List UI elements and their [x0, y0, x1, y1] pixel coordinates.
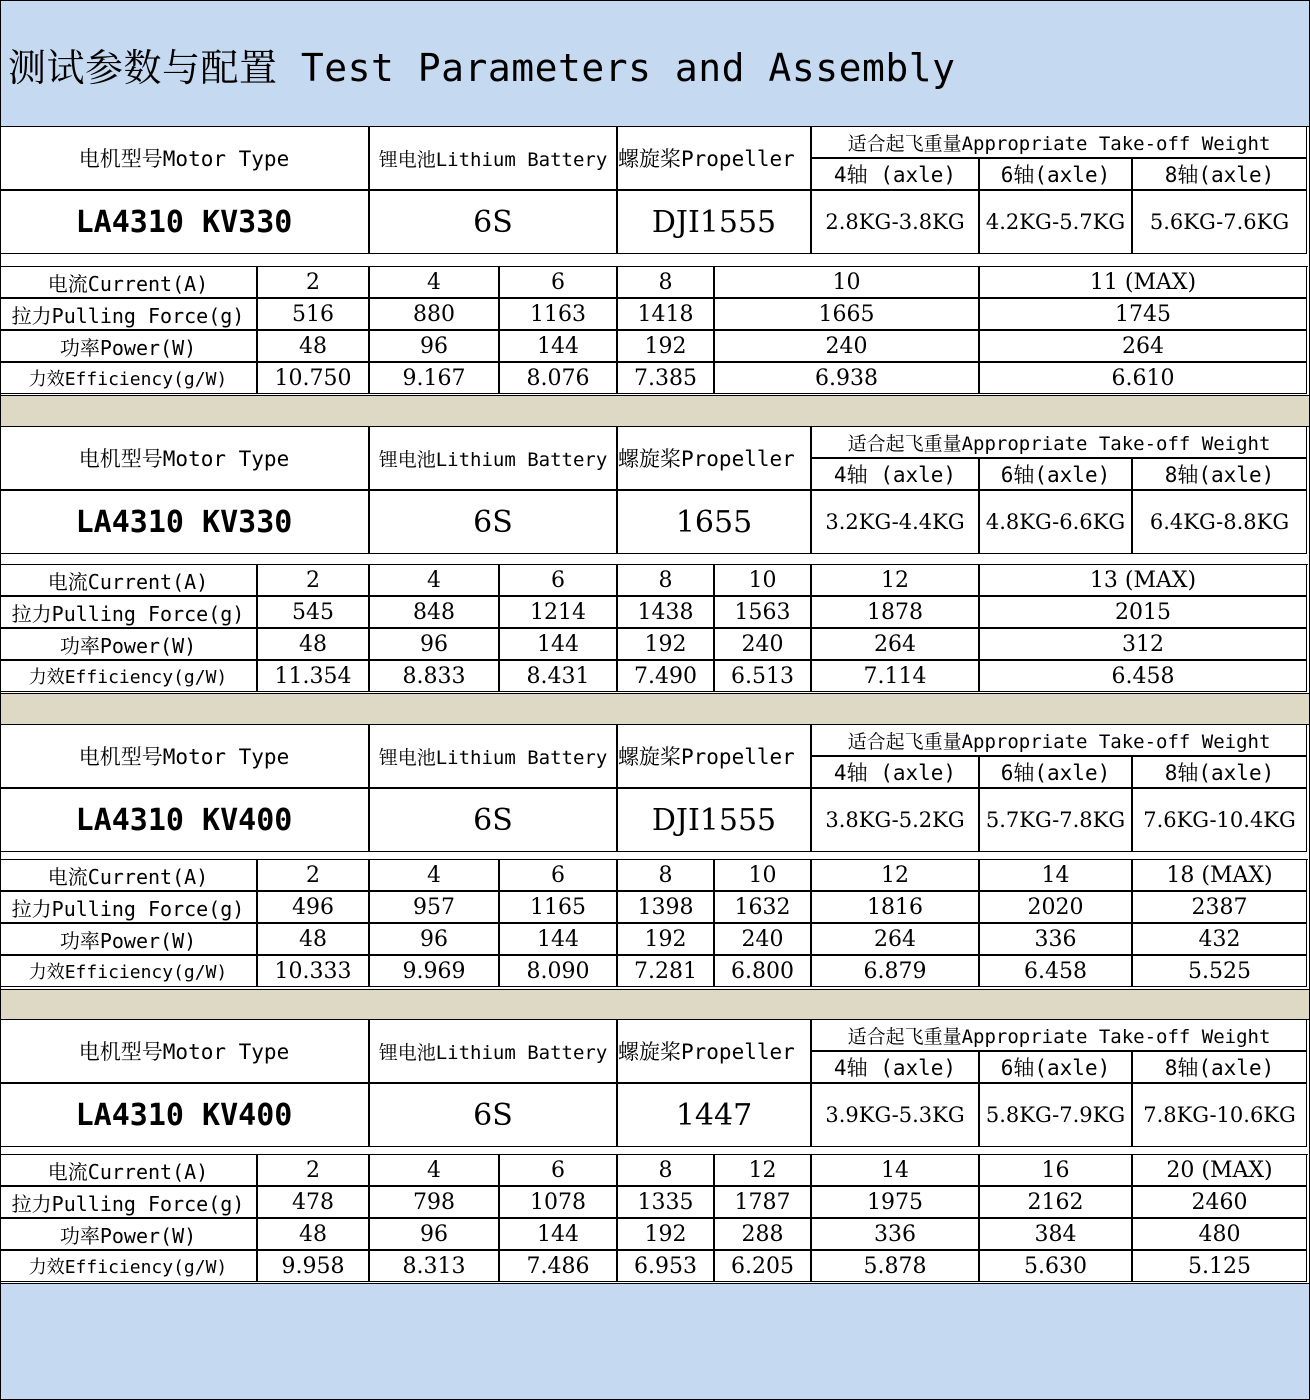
- axle4-label: 4轴 (axle): [811, 1051, 979, 1083]
- axle6-label: 6轴(axle): [979, 756, 1132, 788]
- pulling-force-value: 2460: [1132, 1186, 1307, 1218]
- motor-model: LA4310 KV400: [0, 1083, 369, 1147]
- pulling-force-label: 拉力Pulling Force(g): [0, 298, 257, 330]
- pulling-force-value: 1787: [714, 1186, 811, 1218]
- motor-model: LA4310 KV330: [0, 490, 369, 554]
- weight-axle8: 7.8KG-10.6KG: [1132, 1083, 1307, 1147]
- axle4-label: 4轴 (axle): [811, 158, 979, 190]
- battery-label: 锂电池Lithium Battery: [369, 126, 617, 190]
- current-value: 12: [811, 564, 979, 596]
- efficiency-value: 10.333: [257, 955, 369, 987]
- battery-label: 锂电池Lithium Battery: [369, 1019, 617, 1083]
- current-value: 11 (MAX): [979, 266, 1307, 298]
- efficiency-value: 8.090: [499, 955, 617, 987]
- weight-axle4: 3.2KG-4.4KG: [811, 490, 979, 554]
- current-label: 电流Current(A): [0, 859, 257, 891]
- battery-value: 6S: [369, 490, 617, 554]
- efficiency-value: 6.458: [979, 660, 1307, 692]
- current-value: 4: [369, 859, 499, 891]
- pulling-force-value: 1816: [811, 891, 979, 923]
- current-label: 电流Current(A): [0, 564, 257, 596]
- pulling-force-value: 848: [369, 596, 499, 628]
- weight-axle6: 5.8KG-7.9KG: [979, 1083, 1132, 1147]
- efficiency-value: 6.800: [714, 955, 811, 987]
- pulling-force-value: 478: [257, 1186, 369, 1218]
- motor-type-label: 电机型号Motor Type: [0, 426, 369, 490]
- power-value: 264: [811, 923, 979, 955]
- power-value: 192: [617, 923, 714, 955]
- axle8-label: 8轴(axle): [1132, 158, 1307, 190]
- efficiency-value: 9.958: [257, 1250, 369, 1282]
- pulling-force-value: 2020: [979, 891, 1132, 923]
- weight-axle6: 5.7KG-7.8KG: [979, 788, 1132, 852]
- current-value: 6: [499, 859, 617, 891]
- axle6-label: 6轴(axle): [979, 1051, 1132, 1083]
- title-bar: [0, 0, 1310, 127]
- axle6-label: 6轴(axle): [979, 458, 1132, 490]
- pulling-force-value: 957: [369, 891, 499, 923]
- power-value: 264: [811, 628, 979, 660]
- power-value: 336: [811, 1218, 979, 1250]
- power-value: 192: [617, 330, 714, 362]
- pulling-force-value: 1745: [979, 298, 1307, 330]
- page-title: 测试参数与配置 Test Parameters and Assembly: [8, 46, 956, 90]
- pulling-force-value: 1335: [617, 1186, 714, 1218]
- current-value: 10: [714, 564, 811, 596]
- pulling-force-label: 拉力Pulling Force(g): [0, 596, 257, 628]
- efficiency-value: 5.630: [979, 1250, 1132, 1282]
- takeoff-weight-label: 适合起飞重量Appropriate Take-off Weight: [811, 724, 1307, 756]
- efficiency-value: 9.969: [369, 955, 499, 987]
- pulling-force-value: 516: [257, 298, 369, 330]
- efficiency-value: 8.833: [369, 660, 499, 692]
- current-value: 20 (MAX): [1132, 1154, 1307, 1186]
- efficiency-value: 7.490: [617, 660, 714, 692]
- efficiency-value: 8.431: [499, 660, 617, 692]
- power-value: 192: [617, 1218, 714, 1250]
- pulling-force-value: 2387: [1132, 891, 1307, 923]
- weight-axle8: 6.4KG-8.8KG: [1132, 490, 1307, 554]
- current-value: 2: [257, 564, 369, 596]
- propeller-label: 螺旋桨Propeller: [617, 126, 811, 190]
- efficiency-value: 7.114: [811, 660, 979, 692]
- axle8-label: 8轴(axle): [1132, 458, 1307, 490]
- current-value: 10: [714, 266, 979, 298]
- pulling-force-value: 545: [257, 596, 369, 628]
- efficiency-value: 6.205: [714, 1250, 811, 1282]
- current-value: 4: [369, 266, 499, 298]
- current-label: 电流Current(A): [0, 1154, 257, 1186]
- takeoff-weight-label: 适合起飞重量Appropriate Take-off Weight: [811, 426, 1307, 458]
- power-label: 功率Power(W): [0, 923, 257, 955]
- current-value: 12: [811, 859, 979, 891]
- takeoff-weight-label: 适合起飞重量Appropriate Take-off Weight: [811, 126, 1307, 158]
- power-value: 288: [714, 1218, 811, 1250]
- section-separator: [0, 395, 1310, 427]
- current-value: 13 (MAX): [979, 564, 1307, 596]
- power-label: 功率Power(W): [0, 330, 257, 362]
- power-value: 312: [979, 628, 1307, 660]
- current-value: 6: [499, 1154, 617, 1186]
- weight-axle4: 3.9KG-5.3KG: [811, 1083, 979, 1147]
- power-value: 48: [257, 1218, 369, 1250]
- propeller-label: 螺旋桨Propeller: [617, 426, 811, 490]
- propeller-label: 螺旋桨Propeller: [617, 1019, 811, 1083]
- power-value: 336: [979, 923, 1132, 955]
- weight-axle4: 2.8KG-3.8KG: [811, 190, 979, 254]
- current-value: 10: [714, 859, 811, 891]
- pulling-force-label: 拉力Pulling Force(g): [0, 891, 257, 923]
- power-value: 144: [499, 330, 617, 362]
- current-value: 8: [617, 859, 714, 891]
- pulling-force-value: 2015: [979, 596, 1307, 628]
- power-value: 432: [1132, 923, 1307, 955]
- current-value: 6: [499, 564, 617, 596]
- current-value: 8: [617, 1154, 714, 1186]
- power-value: 240: [714, 330, 979, 362]
- efficiency-value: 7.281: [617, 955, 714, 987]
- power-label: 功率Power(W): [0, 1218, 257, 1250]
- efficiency-value: 5.525: [1132, 955, 1307, 987]
- power-value: 480: [1132, 1218, 1307, 1250]
- pulling-force-value: 1563: [714, 596, 811, 628]
- pulling-force-value: 1438: [617, 596, 714, 628]
- propeller-value: DJI1555: [617, 788, 811, 852]
- current-value: 2: [257, 859, 369, 891]
- pulling-force-value: 2162: [979, 1186, 1132, 1218]
- pulling-force-label: 拉力Pulling Force(g): [0, 1186, 257, 1218]
- propeller-value: DJI1555: [617, 190, 811, 254]
- power-value: 144: [499, 628, 617, 660]
- pulling-force-value: 1078: [499, 1186, 617, 1218]
- efficiency-value: 6.458: [979, 955, 1132, 987]
- pulling-force-value: 880: [369, 298, 499, 330]
- power-value: 192: [617, 628, 714, 660]
- power-value: 96: [369, 628, 499, 660]
- motor-type-label: 电机型号Motor Type: [0, 1019, 369, 1083]
- efficiency-value: 6.953: [617, 1250, 714, 1282]
- battery-label: 锂电池Lithium Battery: [369, 724, 617, 788]
- current-value: 14: [811, 1154, 979, 1186]
- current-label: 电流Current(A): [0, 266, 257, 298]
- power-value: 96: [369, 330, 499, 362]
- pulling-force-value: 1632: [714, 891, 811, 923]
- power-value: 96: [369, 1218, 499, 1250]
- power-value: 144: [499, 1218, 617, 1250]
- weight-axle6: 4.2KG-5.7KG: [979, 190, 1132, 254]
- current-value: 14: [979, 859, 1132, 891]
- axle4-label: 4轴 (axle): [811, 756, 979, 788]
- power-value: 240: [714, 628, 811, 660]
- efficiency-value: 6.938: [714, 362, 979, 394]
- power-value: 96: [369, 923, 499, 955]
- footer-bar: [0, 1283, 1310, 1400]
- battery-label: 锂电池Lithium Battery: [369, 426, 617, 490]
- efficiency-label: 力效Efficiency(g/W): [0, 660, 257, 692]
- efficiency-value: 8.313: [369, 1250, 499, 1282]
- pulling-force-value: 1418: [617, 298, 714, 330]
- pulling-force-value: 1214: [499, 596, 617, 628]
- current-value: 18 (MAX): [1132, 859, 1307, 891]
- power-label: 功率Power(W): [0, 628, 257, 660]
- efficiency-value: 6.513: [714, 660, 811, 692]
- power-value: 48: [257, 330, 369, 362]
- power-value: 384: [979, 1218, 1132, 1250]
- current-value: 2: [257, 1154, 369, 1186]
- axle8-label: 8轴(axle): [1132, 756, 1307, 788]
- takeoff-weight-label: 适合起飞重量Appropriate Take-off Weight: [811, 1019, 1307, 1051]
- current-value: 12: [714, 1154, 811, 1186]
- efficiency-value: 6.879: [811, 955, 979, 987]
- section-separator: [0, 693, 1310, 725]
- efficiency-value: 5.878: [811, 1250, 979, 1282]
- battery-value: 6S: [369, 1083, 617, 1147]
- power-value: 48: [257, 923, 369, 955]
- power-value: 144: [499, 923, 617, 955]
- pulling-force-value: 1163: [499, 298, 617, 330]
- current-value: 4: [369, 1154, 499, 1186]
- axle8-label: 8轴(axle): [1132, 1051, 1307, 1083]
- current-value: 8: [617, 266, 714, 298]
- efficiency-label: 力效Efficiency(g/W): [0, 1250, 257, 1282]
- pulling-force-value: 1398: [617, 891, 714, 923]
- current-value: 16: [979, 1154, 1132, 1186]
- axle4-label: 4轴 (axle): [811, 458, 979, 490]
- pulling-force-value: 496: [257, 891, 369, 923]
- efficiency-value: 7.385: [617, 362, 714, 394]
- efficiency-value: 7.486: [499, 1250, 617, 1282]
- battery-value: 6S: [369, 788, 617, 852]
- motor-type-label: 电机型号Motor Type: [0, 724, 369, 788]
- power-value: 240: [714, 923, 811, 955]
- efficiency-value: 5.125: [1132, 1250, 1307, 1282]
- efficiency-label: 力效Efficiency(g/W): [0, 955, 257, 987]
- efficiency-value: 11.354: [257, 660, 369, 692]
- propeller-value: 1447: [617, 1083, 811, 1147]
- current-value: 8: [617, 564, 714, 596]
- pulling-force-value: 1165: [499, 891, 617, 923]
- efficiency-value: 10.750: [257, 362, 369, 394]
- power-value: 48: [257, 628, 369, 660]
- efficiency-value: 6.610: [979, 362, 1307, 394]
- motor-model: LA4310 KV400: [0, 788, 369, 852]
- battery-value: 6S: [369, 190, 617, 254]
- weight-axle8: 5.6KG-7.6KG: [1132, 190, 1307, 254]
- efficiency-label: 力效Efficiency(g/W): [0, 362, 257, 394]
- axle6-label: 6轴(axle): [979, 158, 1132, 190]
- efficiency-value: 9.167: [369, 362, 499, 394]
- pulling-force-value: 1878: [811, 596, 979, 628]
- weight-axle6: 4.8KG-6.6KG: [979, 490, 1132, 554]
- power-value: 264: [979, 330, 1307, 362]
- pulling-force-value: 1665: [714, 298, 979, 330]
- efficiency-value: 8.076: [499, 362, 617, 394]
- current-value: 6: [499, 266, 617, 298]
- current-value: 4: [369, 564, 499, 596]
- motor-type-label: 电机型号Motor Type: [0, 126, 369, 190]
- motor-model: LA4310 KV330: [0, 190, 369, 254]
- section-separator: [0, 989, 1310, 1020]
- propeller-label: 螺旋桨Propeller: [617, 724, 811, 788]
- pulling-force-value: 1975: [811, 1186, 979, 1218]
- weight-axle8: 7.6KG-10.4KG: [1132, 788, 1307, 852]
- pulling-force-value: 798: [369, 1186, 499, 1218]
- propeller-value: 1655: [617, 490, 811, 554]
- weight-axle4: 3.8KG-5.2KG: [811, 788, 979, 852]
- current-value: 2: [257, 266, 369, 298]
